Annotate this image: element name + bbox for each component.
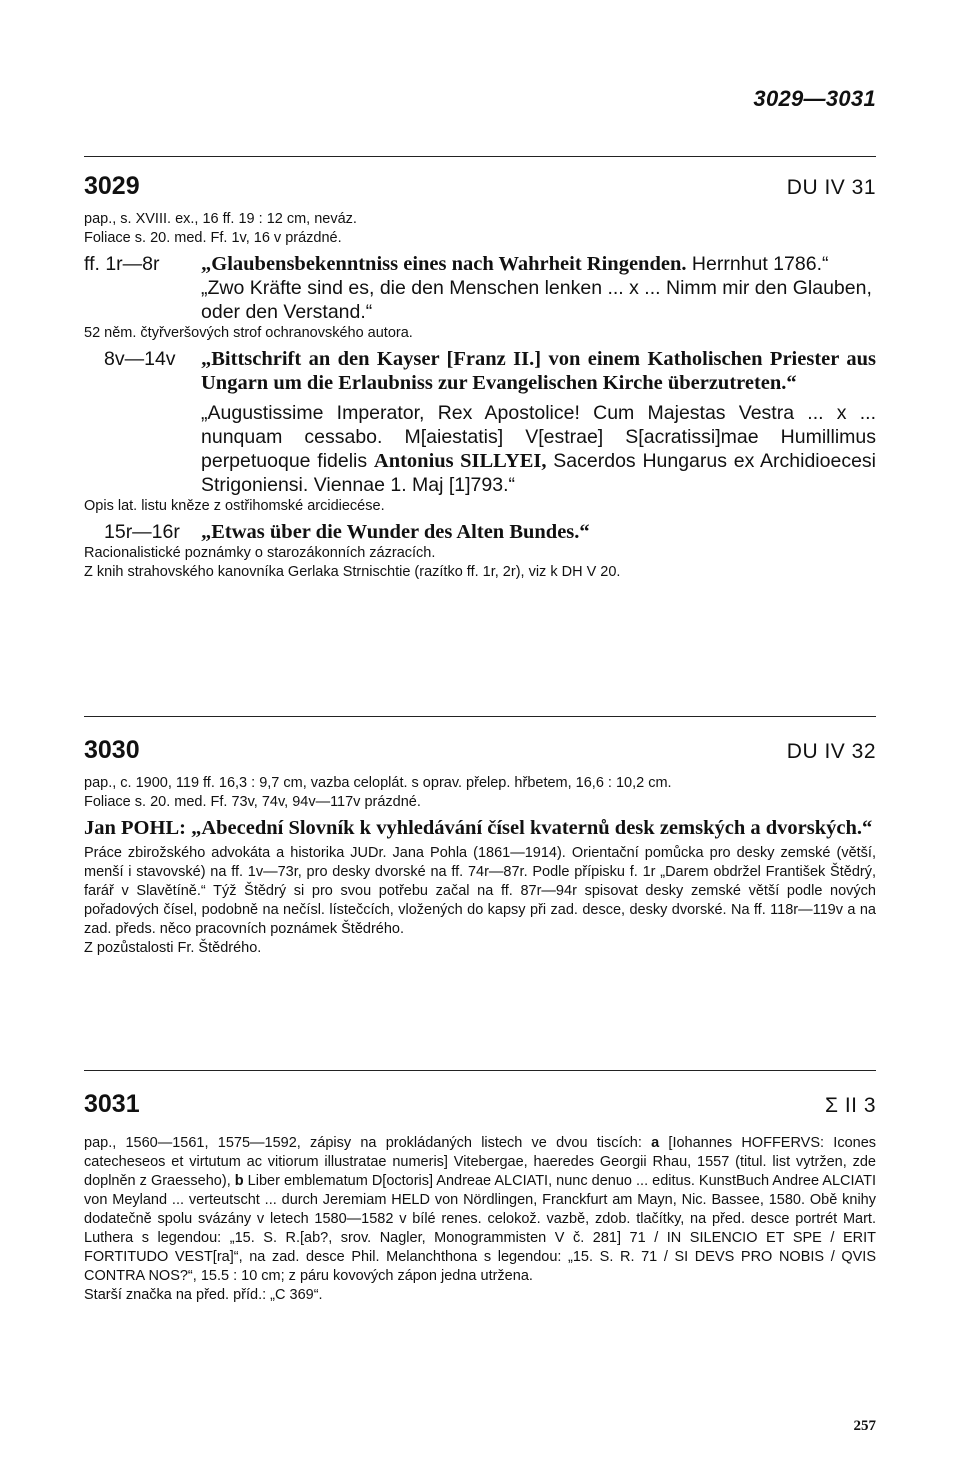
item-title: „Bittschrift an den Kayser [Franz II.] von einem Katholischen Priester aus Ungarn um die Erlaubniss zur Evangelischen Kirche überzutreten.“: [201, 348, 876, 394]
item-note: 52 něm. čtyřveršových strof ochranovského autora.: [84, 325, 413, 341]
item-title: „Etwas über die Wunder des Alten Bundes.“: [201, 521, 590, 543]
content-item: [84, 252, 876, 324]
entry-rule: [84, 1070, 876, 1071]
old-shelfmark-note: Starší značka na před. příd.: „C 369“.: [84, 1287, 323, 1303]
entry-3029: [84, 172, 876, 582]
author-name: Jan POHL:: [84, 817, 186, 839]
content-item: [84, 520, 876, 544]
foliation-note: Foliace s. 20. med. Ff. 73v, 74v, 94v—117v prázdné.: [84, 794, 421, 810]
item-title: „Abecední Slovník k vyhledávání čísel kvaternů desk zemských a dvorských.“: [185, 817, 873, 839]
item-title-tail: Herrnhut 1786.“: [686, 253, 829, 275]
provenance-note: Z knih strahovského kanovníka Gerlaka Strnischtie (razítko ff. 1r, 2r), viz k DH V 20.: [84, 564, 621, 580]
item-note: [84, 1134, 876, 1286]
author-name: Antonius SILLYEI,: [373, 450, 547, 472]
item-title: „Glaubensbekenntniss eines nach Wahrheit Ringenden.: [201, 253, 687, 275]
folio-range: 15r—16r: [104, 521, 180, 543]
item-incipit-end: Sacerdos Hungarus ex Archidioecesi Strigoniensi. Viennae 1. Maj [1]793.“: [201, 450, 876, 496]
entry-header: [84, 1090, 876, 1126]
shelfmark: DU IV 31: [786, 176, 876, 199]
print-mark-b: b: [234, 1173, 244, 1189]
physical-description: pap., s. XVIII. ex., 16 ff. 19 : 12 cm, neváz.: [84, 211, 357, 227]
shelfmark: Σ II 3: [825, 1094, 876, 1117]
physical-description: pap., c. 1900, 119 ff. 16,3 : 9,7 cm, vazba celoplát. s oprav. přelep. hřbetem, 16,6 : 10,2 cm.: [84, 775, 672, 791]
entry-3031: [84, 1090, 876, 1305]
item-note: Práce zbirožského advokáta a historika JUDr. Jana Pohla (1861—1914). Orientační pomůcka pro desky zemské (větší, menší i stavovské) na ff. 1v—73r, pro desky dvorské na ff. 74r—87r. Podle přípisku f. 1r „Darem obdržel František Štědrý, farář v Slavětíně.“ Týž Štědrý si pro svou potřebu začal na ff. 87r—94r spisovat desky zemské větší podle nových pořadových čísel, podobně na nečísl. lístečcích, vložených do kapsy při zad. desce, desky dvorské. Na ff. 118r—119v a na zad. předs. něco pracovních poznámek Štědrého.: [84, 845, 876, 937]
item-note: Opis lat. listu kněze z ostřihomské arcidiecése.: [84, 498, 385, 514]
item-note: Racionalistické poznámky o starozákonních zázracích.: [84, 545, 436, 561]
provenance-note: Z pozůstalosti Fr. Štědrého.: [84, 940, 262, 956]
folio-range: 8v—14v: [104, 348, 176, 370]
entry-number: 3029: [84, 172, 140, 200]
page-number: 257: [853, 1418, 876, 1434]
description-text: [Iohannes HOFFERVS: Icones catecheseos et virtutum ac vitiorum illustratae numeris] Vitebergae, haeredes Georgii Rhau, 1557 (titul. list vytržen, zde doplněn z Graesseho),: [84, 1135, 877, 1189]
shelfmark: DU IV 32: [786, 740, 876, 763]
description-text: Liber emblematum D[octoris] Andreae ALCIATI, nunc denuo ... editus. KunstBuch Andree ALCIATI von Meyland ... verteutscht ... durch Jeremiam HELD von Nördlingen, Franckfurt am Mayn, Nic. Bassee, 1580. Obě knihy dodatečně spolu svázány v letech 1580—1582 v bílé renes. celokož. vazbě, zdob. tlačítky, na před. desce portrét Mart. Luthera s legendou: „15. S. R.[ab?, srov. Nagler, Monogrammisten V č. 281] 71 / IN SILENCIO ET SPE / ERIT FORTITUDO VEST[ra]“, na zad. desce Phil. Melanchthona s legendou: „15. S. R. 71 / SI DEVS PRO NOBIS / QVIS CONTRA NOS?“, 15.5 : 10 cm; z páru kovových zápon jedna utržena.: [84, 1173, 876, 1284]
print-mark-a: a: [651, 1135, 660, 1151]
entry-number: 3030: [84, 736, 140, 764]
item-incipit: „Zwo Kräfte sind es, die den Menschen lenken ... x ... Nimm mir den Glauben, oder den Verstand.“: [201, 277, 872, 323]
folio-range: ff. 1r—8r: [84, 253, 160, 275]
entry-rule: [84, 156, 876, 157]
description-text: pap., 1560—1561, 1575—1592, zápisy na prokládaných listech ve dvou tiscích:: [84, 1135, 652, 1151]
entry-number: 3031: [84, 1090, 140, 1118]
item-incipit: „Augustissime Imperator, Rex Apostolice! Cum Majestas Vestra ... x ... nunquam cessabo. M[aiestatis] V[estrae] S[acratissi]mae Humillimus perpetuoque fidelis: [201, 402, 876, 472]
item-heading: [84, 816, 876, 840]
running-head: 3029—3031: [753, 86, 876, 111]
entry-header: [84, 736, 876, 772]
entry-rule: [84, 716, 876, 717]
content-item: [84, 347, 876, 497]
entry-3030: [84, 736, 876, 958]
foliation-note: Foliace s. 20. med. Ff. 1v, 16 v prázdné.: [84, 230, 342, 246]
entry-header: [84, 172, 876, 208]
